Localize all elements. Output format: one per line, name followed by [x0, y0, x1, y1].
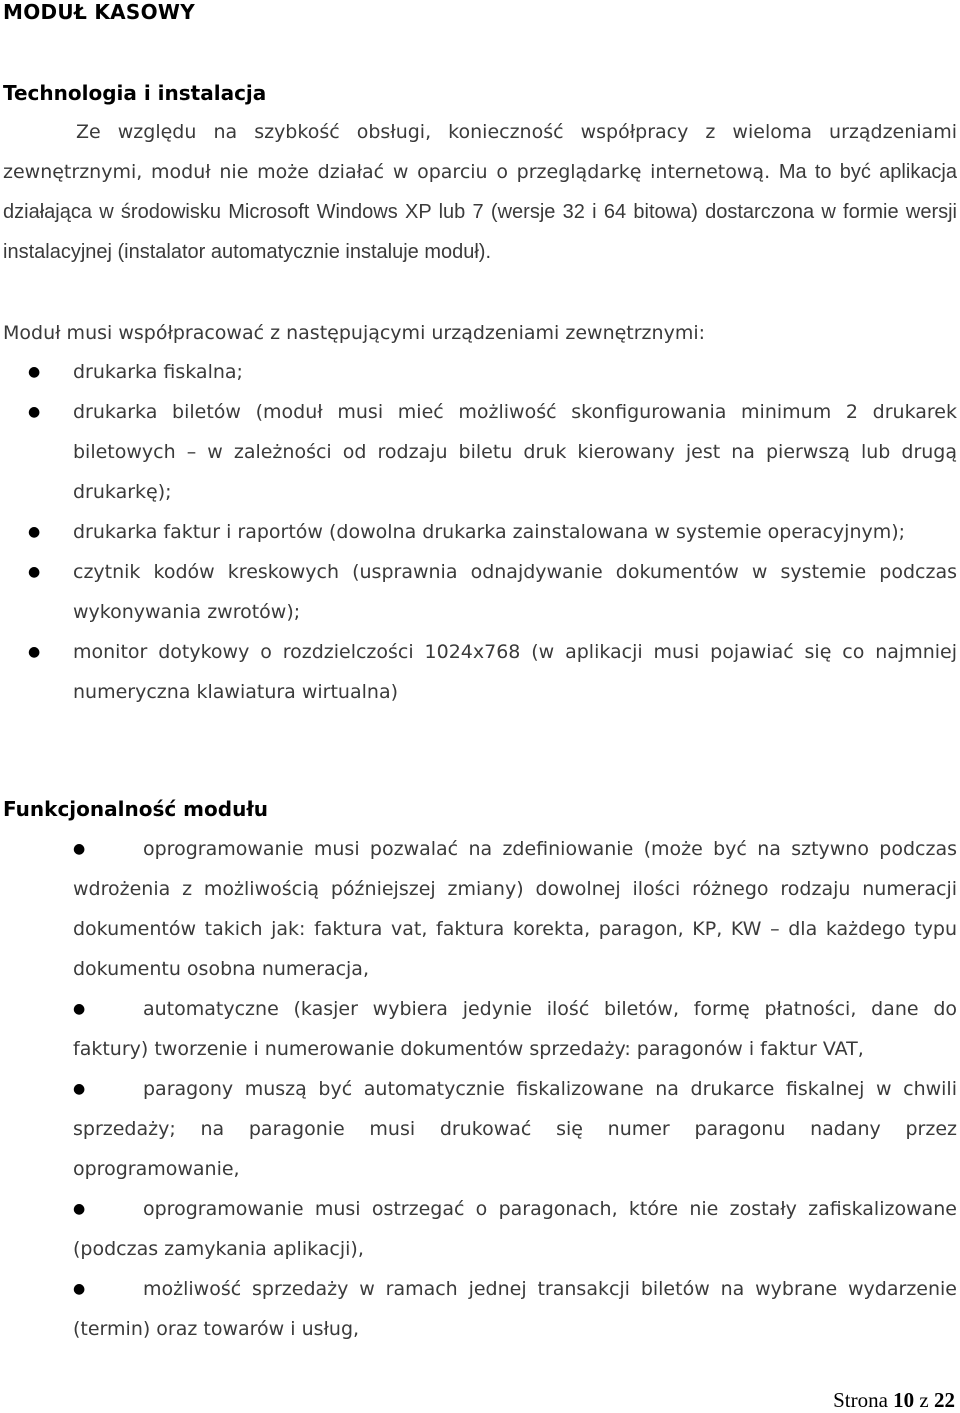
list-item [73, 989, 957, 1069]
bullet-icon: ● [73, 1281, 86, 1297]
footer-of: z [919, 1388, 929, 1412]
bullet-icon: ● [73, 1001, 86, 1017]
footer-total-pages: 22 [934, 1388, 955, 1412]
list-item-text: drukarka biletów (moduł musi mieć możliwość skonfigurowania minimum 2 drukarek biletowych – w zależności od rodzaju biletu druk kierowany jest na pierwszą lub drugą drukarkę); [73, 401, 957, 503]
functionality-list [73, 829, 957, 1349]
list-item-text: drukarka fiskalna; [73, 361, 243, 383]
bullet-icon: ● [73, 1081, 86, 1097]
bullet-icon: ● [28, 564, 41, 580]
bullet-icon: ● [73, 841, 86, 857]
list-item-text: monitor dotykowy o rozdzielczości 1024x768 (w aplikacji musi pojawiać się co najmniej numeryczna klawiatura wirtualna) [73, 641, 957, 703]
list-item-text: automatyczne (kasjer wybiera jedynie ilość biletów, formę płatności, dane do faktury) tworzenie i numerowanie dokumentów sprzedaży: paragonów i faktur VAT, [73, 998, 957, 1060]
list-item-text: oprogramowanie musi pozwalać na zdefiniowanie (może być na sztywno podczas wdrożenia z możliwością późniejszej zmiany) dowolnej ilości różnego rodzaju numeracji dokumentów takich jak: faktura vat, faktura korekta, paragon, KP, KW – dla każdego typu dokumentu osobna numeracja, [73, 838, 957, 980]
list-item-text: możliwość sprzedaży w ramach jednej transakcji biletów na wybrane wydarzenie (termin) oraz towarów i usług, [73, 1278, 957, 1340]
page-title: MODUŁ KASOWY [3, 0, 196, 24]
list-item [73, 829, 957, 989]
intro-text-part1: Ze względu na szybkość obsługi, konieczność współpracy z wieloma urządzeniami zewnętrznymi, moduł nie może działać w oparciu o przeglądarkę internetową. [3, 121, 957, 183]
bullet-icon: ● [28, 644, 41, 660]
intro-paragraph [3, 112, 957, 272]
section-heading-technology: Technologia i instalacja [3, 81, 267, 105]
list-item [28, 552, 957, 632]
footer-page-number: 10 [893, 1388, 915, 1412]
bullet-icon: ● [28, 524, 41, 540]
list-item-text: oprogramowanie musi ostrzegać o paragonach, które nie zostały zafiskalizowane (podczas zamykania aplikacji), [73, 1198, 957, 1260]
list-item-text: czytnik kodów kreskowych (usprawnia odnajdywanie dokumentów w systemie podczas wykonywania zwrotów); [73, 561, 957, 623]
bullet-icon: ● [28, 404, 41, 420]
section-heading-functionality: Funkcjonalność modułu [3, 797, 268, 821]
list-item [28, 392, 957, 512]
list-item [28, 352, 957, 392]
footer-label: Strona [833, 1388, 888, 1412]
list-item-text: paragony muszą być automatycznie fiskalizowane na drukarce fiskalnej w chwili sprzedaży; na paragonie musi drukować się numer paragonu nadany przez oprogramowanie, [73, 1078, 957, 1180]
intro-text-part2: Ma to być aplikacja działająca w środowisku Microsoft Windows XP lub 7 (wersje 32 i 64 bitowa) dostarczona w formie wersji instalacyjnej (instalator automatycznie instaluje moduł). [3, 161, 958, 263]
list-item [73, 1189, 957, 1269]
list-item [73, 1069, 957, 1189]
list-item-text: drukarka faktur i raportów (dowolna drukarka zainstalowana w systemie operacyjnym); [73, 521, 906, 543]
list-item [28, 512, 957, 552]
bullet-icon: ● [28, 364, 41, 380]
list-item [73, 1269, 957, 1349]
page-number-footer [833, 1387, 955, 1413]
bullet-icon: ● [73, 1201, 86, 1217]
devices-lead-text: Moduł musi współpracować z następującymi urządzeniami zewnętrznymi: [3, 322, 706, 344]
list-item [28, 632, 957, 712]
devices-list [28, 352, 957, 712]
